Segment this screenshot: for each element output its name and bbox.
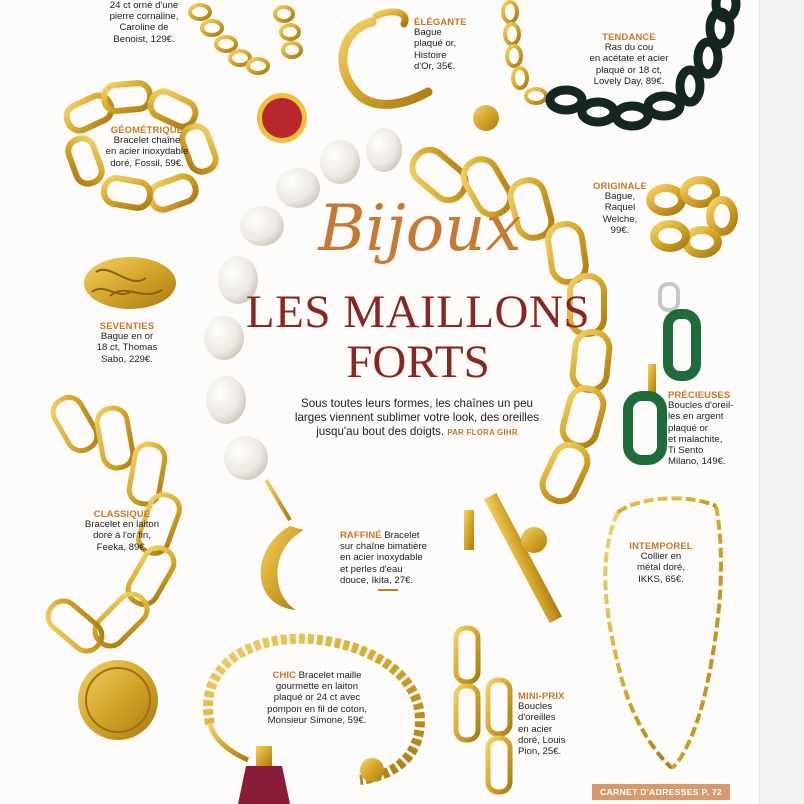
caption-line: sur chaîne bimatière (340, 541, 427, 553)
seventies-ring-image (84, 257, 176, 309)
caption-label: SEVENTIES (99, 320, 155, 331)
originale-ring-image (650, 180, 734, 254)
caption-label: ORIGINALE (593, 180, 647, 191)
caption-classique (74, 508, 170, 553)
caption-label: MINI-PRIX (518, 690, 565, 701)
caption-line: plaqué or 24 ct avec (273, 692, 361, 704)
caption-line: métal doré, (637, 562, 685, 574)
caption-label: ÉLÉGANTE (414, 16, 467, 27)
caption-line: Sabo, 229€. (101, 353, 153, 365)
caption-line: Bague en or (100, 331, 154, 343)
caption-label: RAFFINÉ (340, 530, 382, 541)
caption-line: Bague, (604, 191, 636, 203)
caption-line: Lovely Day, 89€. (593, 75, 665, 87)
intro-text: Sous toutes leurs formes, les chaînes un peu larges viennent sublimer votre look, des oreilles jusqu'au bout des doigts. (294, 397, 540, 438)
caption-line: d'Or, 35€. (414, 60, 456, 72)
caption-label: INTEMPOREL (629, 540, 693, 551)
caption-line: pierre cornaline, (109, 11, 179, 23)
caption-label: GÉOMÉTRIQUE (110, 124, 184, 135)
caption-mini-prix (518, 690, 588, 757)
caption-originale (592, 180, 648, 236)
carnet-adresses-link[interactable]: CARNET D'ADRESSES P. 72 (600, 787, 722, 797)
mini-prix-earrings-image (456, 614, 514, 792)
caption-line: Raquel (604, 202, 636, 214)
caption-label: CHIC (272, 670, 296, 681)
caption-line: Collier en (640, 551, 682, 563)
caption-line: 99€. (610, 224, 630, 236)
caption-label: PRÉCIEUSES (668, 389, 731, 400)
caption-line: Bague (414, 27, 442, 39)
caption-line: Ras du cou (604, 42, 654, 54)
caption-line: Boucles d'oreil- (668, 400, 734, 412)
byline: PAR FLORA GIHR (447, 428, 518, 437)
page-gutter (760, 0, 804, 804)
caption-line: Ti Sento (668, 445, 704, 457)
caption-raffine (340, 530, 450, 586)
caption-line: plaqué or 18 ct, (595, 64, 663, 76)
caption-line: Bracelet (384, 530, 420, 541)
intemporel-necklace-image (605, 498, 721, 768)
raffine-toggle-bar (484, 493, 562, 623)
caption-line: doré, Fossil, 59€. (110, 157, 184, 169)
caption-line: Bracelet en laiton (84, 519, 160, 531)
caption-top-left (92, 0, 196, 45)
title-script: Bijoux (318, 192, 522, 266)
tendance-medallion (473, 105, 499, 131)
caption-line: IKKS, 65€. (638, 573, 684, 585)
caption-line: gourmette en laiton (275, 681, 359, 693)
caption-chic (254, 670, 380, 726)
caption-line: doré, Louis (518, 734, 566, 746)
caption-line: plaqué or (668, 422, 709, 434)
caption-elegante (414, 16, 494, 72)
caption-line: en acier (518, 723, 553, 735)
caption-line: d'oreilles (518, 712, 556, 724)
caption-line: Milano, 149€. (668, 456, 726, 468)
caption-line: Caroline de (119, 22, 169, 34)
caption-line: Pion, 25€. (518, 746, 562, 758)
caption-line: Histoire (414, 49, 447, 61)
ikita-underline (378, 589, 398, 591)
caption-tendance (574, 31, 684, 87)
caption-intemporel (626, 540, 696, 585)
raffine-crescent-charm (261, 526, 304, 610)
caption-line: 18 ct, Thomas (96, 342, 158, 354)
caption-line: pompon en fil de coton, (267, 703, 367, 715)
title-line-1: LES MAILLONS (245, 286, 591, 338)
caption-line: Feeka, 89€. (96, 541, 148, 553)
caption-line: Bracelet maille (298, 670, 362, 681)
caption-line: en acier inoxydable (340, 552, 423, 564)
caption-line: plaqué or, (414, 38, 457, 50)
classique-coin-pendant (78, 660, 158, 740)
intro-paragraph (292, 397, 542, 440)
caption-line: Bracelet chaîne (113, 135, 181, 147)
caption-line: douce, Ikita, 27€. (340, 574, 414, 586)
title-line-2: FORTS (346, 336, 490, 388)
caption-label: TENDANCE (602, 31, 656, 42)
caption-line: les en argent (668, 411, 724, 423)
caption-label: CLASSIQUE (93, 508, 151, 519)
caption-line: et malachite, (668, 433, 723, 445)
caption-line: Monsieur Simone, 59€. (267, 714, 367, 726)
caption-line: doré à l'or fin, (93, 530, 151, 542)
caption-line: Welche, (602, 213, 638, 225)
caption-line: Benoist, 129€. (113, 33, 175, 45)
caption-line: Boucles (518, 701, 553, 713)
caption-line: 24 ct orné d'une (109, 0, 179, 11)
caption-precieuses (668, 389, 758, 467)
carnelian-stone (262, 98, 302, 138)
caption-line: en acier inoxydable (105, 146, 189, 158)
caption-geometrique (92, 124, 202, 169)
caption-line: et perles d'eau (340, 563, 403, 575)
caption-line: en acétate et acier (589, 53, 669, 65)
carnelian-necklace-image (190, 5, 301, 92)
tendance-necklace-gold-chain (503, 2, 546, 103)
caption-seventies (92, 320, 162, 365)
